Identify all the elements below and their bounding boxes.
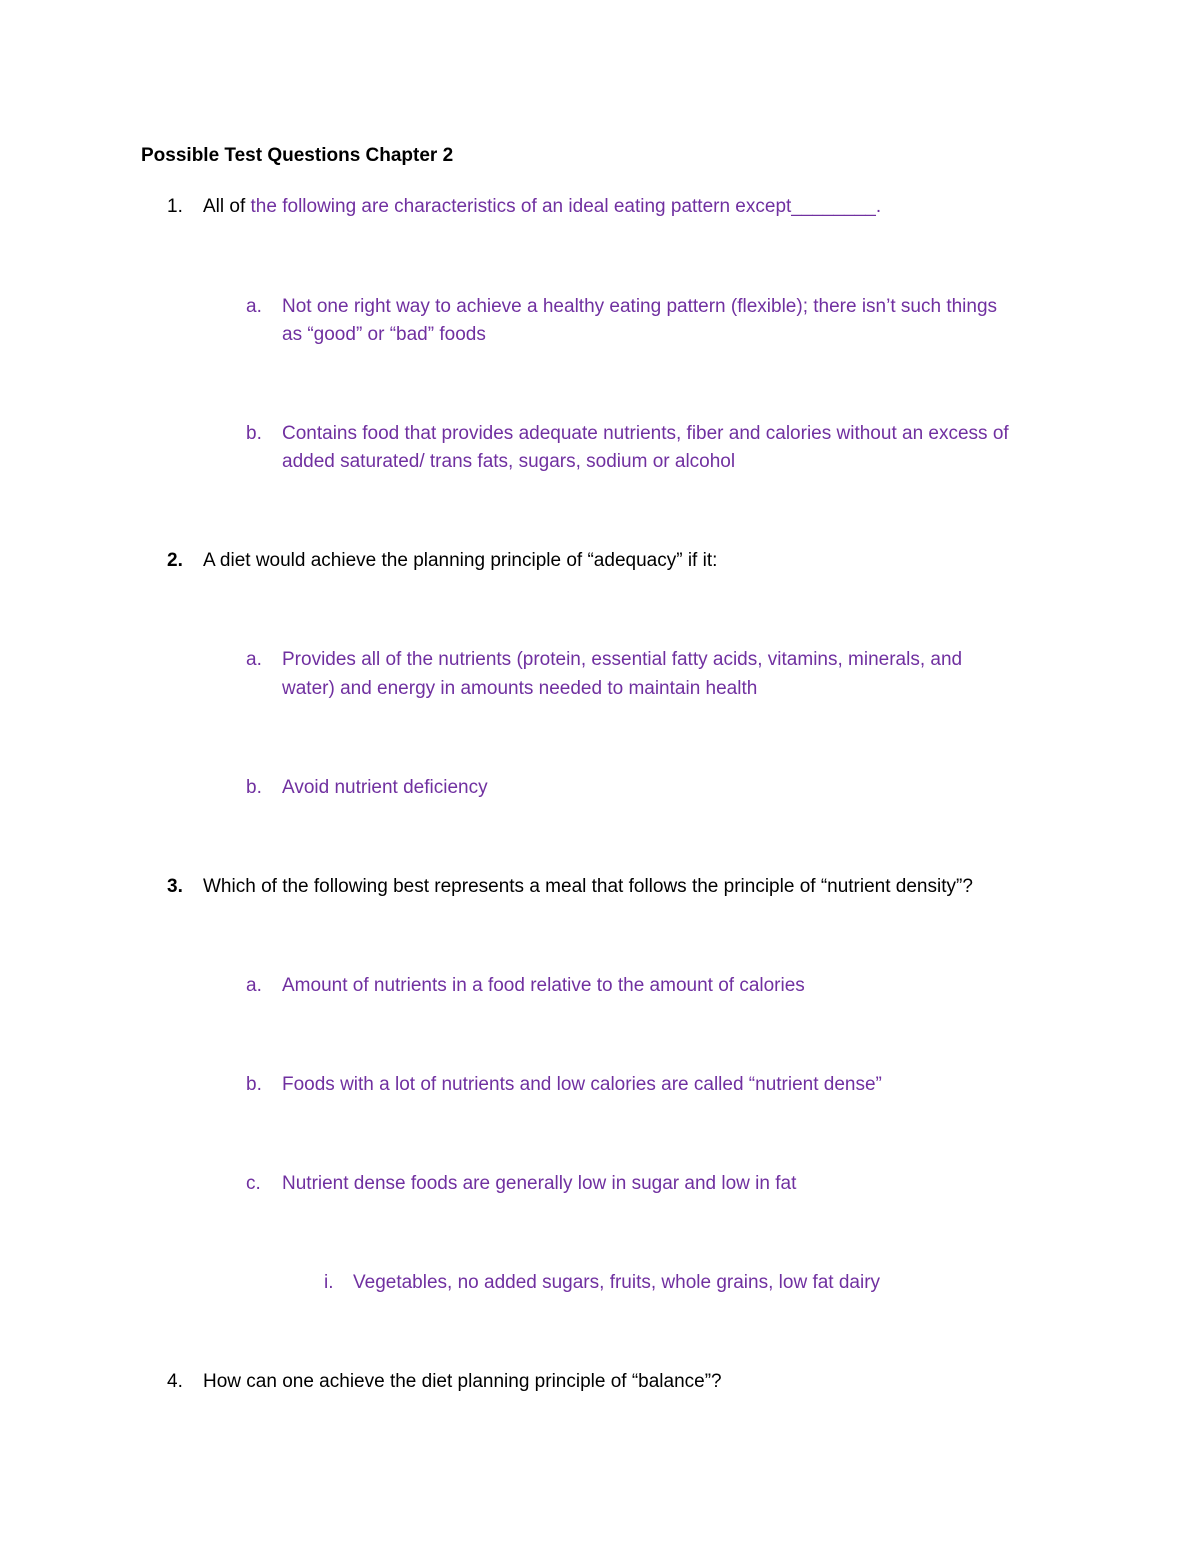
q3-answer-a-marker: a. — [246, 975, 262, 996]
q1-answer-b-marker: b. — [246, 423, 262, 444]
q1-answer-b-line1: Contains food that provides adequate nutrients, fiber and calories without an excess of — [282, 423, 1009, 444]
q1-answer-a-line2: as “good” or “bad” foods — [282, 324, 486, 345]
question-1-lead: All of — [203, 196, 246, 217]
q3-answer-b-line1: Foods with a lot of nutrients and low calories are called “nutrient dense” — [282, 1074, 882, 1095]
q1-answer-a-marker: a. — [246, 296, 262, 317]
q2-answer-b-line1: Avoid nutrient deficiency — [282, 777, 488, 798]
question-3-number: 3. — [167, 876, 183, 897]
q3-answer-c-line1: Nutrient dense foods are generally low in sugar and low in fat — [282, 1173, 797, 1194]
question-3-text: Which of the following best represents a meal that follows the principle of “nutrient density”? — [203, 876, 973, 897]
q3-sub-i-marker: i. — [324, 1272, 334, 1293]
q3-answer-a-line1: Amount of nutrients in a food relative to the amount of calories — [282, 975, 805, 996]
q1-answer-a-line1: Not one right way to achieve a healthy eating pattern (flexible); there isn’t such things — [282, 296, 998, 317]
question-1-number: 1. — [167, 196, 183, 217]
q3-sub-i-text: Vegetables, no added sugars, fruits, whole grains, low fat dairy — [353, 1272, 881, 1293]
question-2-text: A diet would achieve the planning principle of “adequacy” if it: — [203, 550, 718, 571]
q2-answer-a-line2: water) and energy in amounts needed to maintain health — [282, 678, 758, 699]
q2-answer-a-marker: a. — [246, 649, 262, 670]
q3-answer-c-marker: c. — [246, 1173, 261, 1194]
question-4-text: How can one achieve the diet planning principle of “balance”? — [203, 1371, 722, 1392]
question-4-number: 4. — [167, 1371, 183, 1392]
question-1-rest: the following are characteristics of an ideal eating pattern except________. — [245, 196, 882, 217]
q2-answer-a-line1: Provides all of the nutrients (protein, essential fatty acids, vitamins, minerals, and — [282, 649, 963, 670]
question-2-number: 2. — [167, 550, 183, 571]
q2-answer-b-marker: b. — [246, 777, 262, 798]
page-title: Possible Test Questions Chapter 2 — [141, 145, 454, 166]
q1-answer-b-line2: added saturated/ trans fats, sugars, sodium or alcohol — [282, 451, 736, 472]
q3-answer-b-marker: b. — [246, 1074, 262, 1095]
question-1-text — [203, 193, 881, 221]
